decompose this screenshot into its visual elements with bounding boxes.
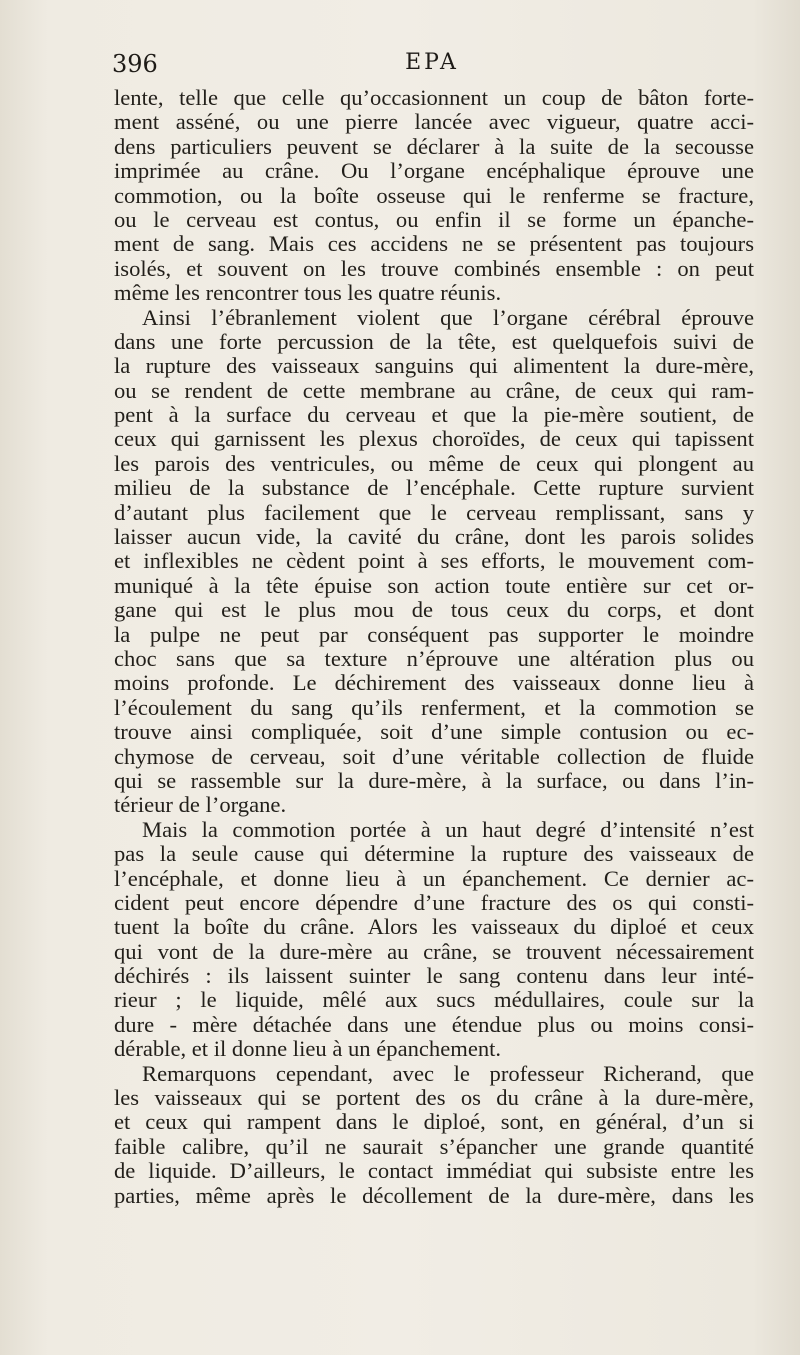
text-line: ou se rendent de cette membrane au crâne, de ceux qui ram- bbox=[114, 377, 754, 403]
text-line: chymose de cerveau, soit d’une véritable collection de fluide bbox=[114, 743, 754, 769]
text-line: muniqué à la tête épuise son action toute entière sur cet or- bbox=[114, 572, 754, 598]
text-line: dens particuliers peuvent se déclarer à la suite de la secousse bbox=[114, 133, 754, 159]
body-text bbox=[114, 86, 754, 1208]
text-line: cident peut encore dépendre d’une fracture des os qui consti- bbox=[114, 889, 754, 915]
text-line: dérable, et il donne lieu à un épanchement. bbox=[114, 1036, 502, 1062]
text-line: Ainsi l’ébranlement violent que l’organe cérébral éprouve bbox=[142, 304, 754, 330]
text-line: lente, telle que celle qu’occasionnent un coup de bâton forte- bbox=[114, 85, 754, 110]
text-line: térieur de l’organe. bbox=[114, 792, 287, 818]
text-line: gane qui est le plus mou de tous ceux du corps, et dont bbox=[114, 597, 754, 623]
text-line: Mais la commotion portée à un haut degré d’intensité n’est bbox=[142, 816, 754, 842]
text-line: trouve ainsi compliquée, soit d’une simple contusion ou ec- bbox=[114, 719, 754, 745]
text-line: ment asséné, ou une pierre lancée avec vigueur, quatre acci- bbox=[114, 109, 754, 135]
text-line: isolés, et souvent on les trouve combinés ensemble : on peut bbox=[114, 255, 754, 281]
text-line: les parois des ventricules, ou même de ceux qui plongent au bbox=[114, 450, 754, 476]
text-line: Remarquons cependant, avec le professeur Richerand, que bbox=[142, 1060, 754, 1086]
text-line: imprimée au crâne. Ou l’organe encéphalique éprouve une bbox=[114, 158, 754, 184]
page-number: 396 bbox=[112, 50, 158, 78]
text-line: les vaisseaux qui se portent des os du crâne à la dure-mère, bbox=[114, 1085, 754, 1111]
text-line: de liquide. D’ailleurs, le contact immédiat qui subsiste entre les bbox=[114, 1158, 754, 1184]
text-line: ou le cerveau est contus, ou enfin il se forme un épanche- bbox=[114, 206, 754, 232]
text-line: pent à la surface du cerveau et que la pie-mère soutient, de bbox=[114, 402, 754, 428]
text-line: la rupture des vaisseaux sanguins qui alimentent la dure-mère, bbox=[114, 353, 754, 379]
text-line: d’autant plus facilement que le cerveau remplissant, sans y bbox=[114, 499, 754, 525]
text-line: tuent la boîte du crâne. Alors les vaisseaux du diploé et ceux bbox=[114, 914, 754, 940]
text-line: parties, même après le décollement de la dure-mère, dans les bbox=[114, 1182, 754, 1208]
text-line: la pulpe ne peut par conséquent pas supporter le moindre bbox=[114, 621, 754, 647]
text-line: milieu de la substance de l’encéphale. Cette rupture survient bbox=[114, 475, 754, 501]
text-line: l’encéphale, et donne lieu à un épanchement. Ce dernier ac- bbox=[114, 865, 754, 891]
running-head: EPA bbox=[405, 50, 459, 75]
text-line: choc sans que sa texture n’éprouve une altération plus ou bbox=[114, 645, 754, 671]
text-line: rieur ; le liquide, mêlé aux sucs médullaires, coule sur la bbox=[114, 987, 754, 1013]
text-line: l’écoulement du sang qu’ils renferment, et la commotion se bbox=[114, 694, 754, 720]
text-line: commotion, ou la boîte osseuse qui le renferme se fracture, bbox=[114, 182, 754, 208]
text-line: pas la seule cause qui détermine la rupture des vaisseaux de bbox=[114, 841, 754, 867]
page-header bbox=[112, 50, 752, 86]
text-line: et inflexibles ne cèdent point à ses efforts, le mouvement com- bbox=[114, 548, 754, 574]
text-line: même les rencontrer tous les quatre réunis. bbox=[114, 280, 502, 306]
text-line: moins profonde. Le déchirement des vaisseaux donne lieu à bbox=[114, 670, 754, 696]
text-line: déchirés : ils laissent suinter le sang contenu dans leur inté- bbox=[114, 963, 754, 989]
text-line: dans une forte percussion de la tête, est quelquefois suivi de bbox=[114, 328, 754, 354]
text-line: et ceux qui rampent dans le diploé, sont, en général, d’un si bbox=[114, 1109, 754, 1135]
text-line: dure - mère détachée dans une étendue plus ou moins consi- bbox=[114, 1011, 754, 1037]
text-line: qui vont de la dure-mère au crâne, se trouvent nécessairement bbox=[114, 938, 754, 964]
text-line: laisser aucun vide, la cavité du crâne, dont les parois solides bbox=[114, 524, 754, 550]
text-line: qui se rassemble sur la dure-mère, à la surface, ou dans l’in- bbox=[114, 767, 754, 793]
text-line: ceux qui garnissent les plexus choroïdes, de ceux qui tapissent bbox=[114, 426, 754, 452]
text-line: faible calibre, qu’il ne saurait s’épancher une grande quantité bbox=[114, 1133, 754, 1159]
text-line: ment de sang. Mais ces accidens ne se présentent pas toujours bbox=[114, 231, 754, 257]
